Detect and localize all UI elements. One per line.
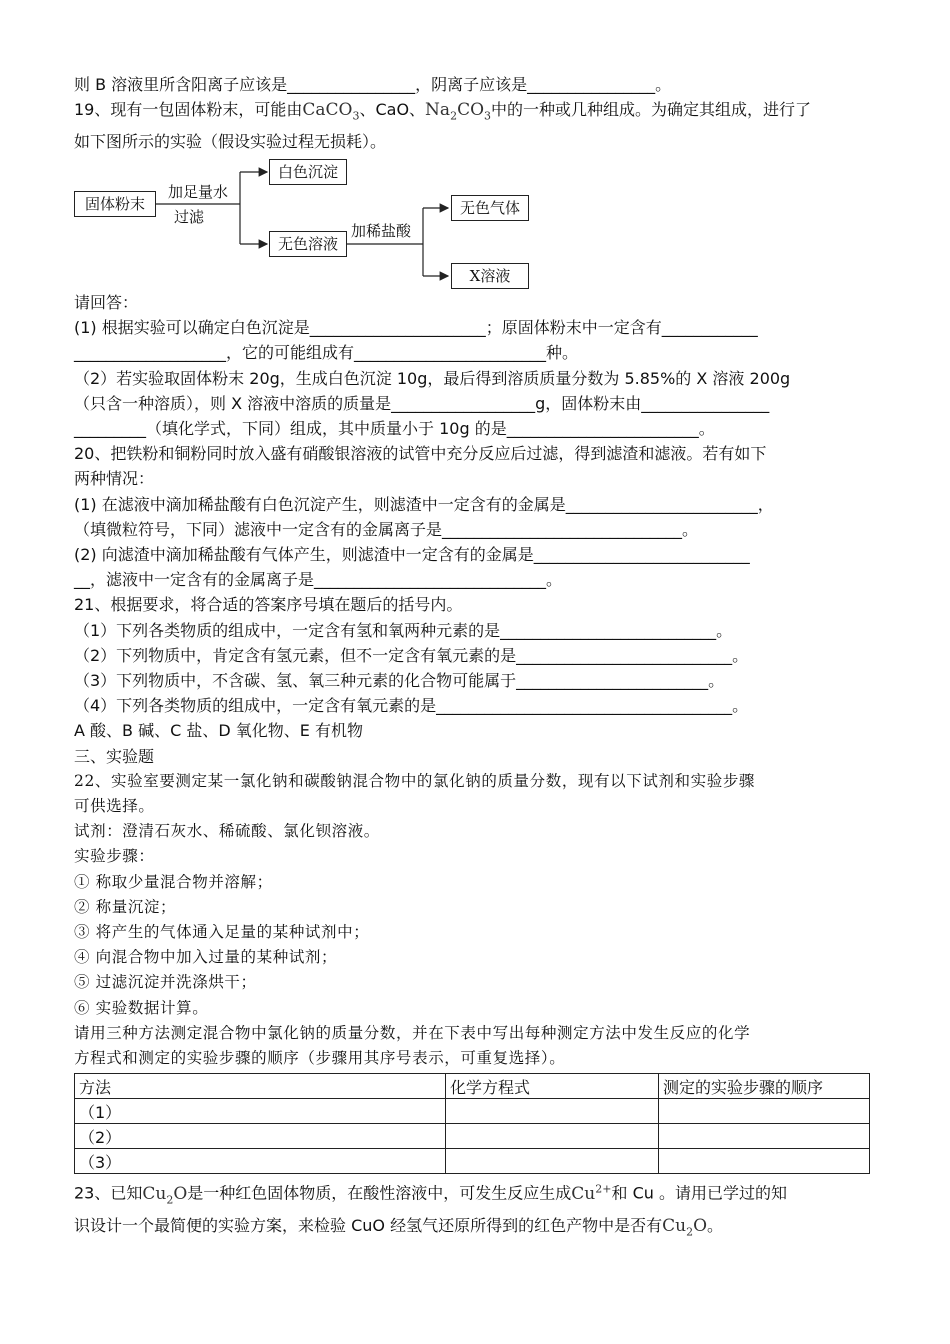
q22-step: ② 称量沉淀； xyxy=(74,897,177,916)
table-header-cell: 测定的实验步骤的顺序 xyxy=(659,1074,870,1099)
q20-part2-line1: (2) 向滤渣中滴加稀盐酸有气体产生，则滤渣中一定含有的金属是___________________________ xyxy=(74,545,750,565)
step2-label: 加稀盐酸 xyxy=(351,222,412,240)
table-header-row xyxy=(75,1074,870,1099)
q20-intro-line1: 20、把铁粉和铜粉同时放入盛有硝酸银溶液的试管中充分反应后过滤，得到滤渣和滤液。若有如下 xyxy=(74,444,767,464)
table-cell-steps[interactable] xyxy=(659,1124,870,1149)
q22-step: ① 称取少量混合物并溶解； xyxy=(74,872,273,891)
formula-cu2o: $Cu_2O$ xyxy=(142,1183,188,1207)
q22-reagents: 试剂：澄清石灰水、稀硫酸、氯化钡溶液。 xyxy=(74,822,380,841)
box-colorless-solution: 无色溶液 xyxy=(269,231,347,257)
q19-part1-line2: ___________________，它的可能组成有________________________种。 xyxy=(74,343,579,363)
q19-part2-line1: （2）若实验取固体粉末 20g，生成白色沉淀 10g，最后得到溶质质量分数为 5.85%的 X 溶液 200g xyxy=(74,368,791,388)
q21-intro: 21、根据要求，将合适的答案序号填在题后的括号内。 xyxy=(74,595,463,615)
box-x-solution: X溶液 xyxy=(451,263,529,289)
q22-instruction-line2: 方程式和测定的实验步骤的顺序（步骤用其序号表示，可重复选择）。 xyxy=(74,1049,566,1068)
q19-part2-line3: _________（填化学式，下同）组成，其中质量小于 10g 的是________________________。 xyxy=(74,419,715,439)
table-row xyxy=(75,1124,870,1149)
q19-intro-line2: 如下图所示的实验（假设实验过程无损耗）。 xyxy=(74,131,387,151)
q19-intro-line1: 19、现有一包固体粉末，可能由CaCO$_3$、CaO、$Na_2CO_3$中的一种或几种组成。为确定其组成，进行了 xyxy=(74,100,812,123)
q20-part2-line2: __，滤液中一定含有的金属离子是_____________________________。 xyxy=(74,570,563,590)
q19-part2-line2: （只含一种溶质），则 X 溶液中溶质的质量是__________________g，固体粉末由________________ xyxy=(74,393,770,413)
table-row xyxy=(75,1149,870,1174)
line-b-ions: 则 B 溶液里所含阳离子应该是________________，阴离子应该是________________。 xyxy=(74,75,672,94)
q21-options: A 酸、B 碱、C 盐、D 氧化物、E 有机物 xyxy=(74,721,363,741)
formula-cu2o: $Cu_2O$ xyxy=(662,1215,707,1238)
table-cell-method: （3） xyxy=(75,1149,446,1174)
q22-step: ⑥ 实验数据计算。 xyxy=(74,998,209,1017)
q20-part1-line2: （填微粒符号，下同）滤液中一定含有的金属离子是______________________________。 xyxy=(74,519,699,539)
worksheet-page xyxy=(74,72,880,1244)
table-cell-method: （1） xyxy=(75,1099,446,1124)
table-cell-steps[interactable] xyxy=(659,1149,870,1174)
table-cell-equation[interactable] xyxy=(446,1124,659,1149)
q21-part4: （4）下列各类物质的组成中，一定含有氧元素的是_____________________________________。 xyxy=(74,696,749,716)
q22-step: ⑤ 过滤沉淀并洗涤烘干； xyxy=(74,973,257,992)
table-cell-steps[interactable] xyxy=(659,1099,870,1124)
table-cell-equation[interactable] xyxy=(446,1099,659,1124)
q22-instruction-line1: 请用三种方法测定混合物中氯化钠的质量分数，并在下表中写出每种测定方法中发生反应的化学 xyxy=(74,1023,751,1042)
q23-line1: 23、已知$Cu_2O$是一种红色固体物质，在酸性溶液中，可发生反应生成$Cu^{2+}$和 Cu 。请用已学过的知 xyxy=(74,1182,787,1207)
q19-flow-diagram xyxy=(74,158,880,288)
q22-steps-title: 实验步骤： xyxy=(74,847,155,866)
formula-na2co3: $Na_2CO_3$ xyxy=(425,100,492,123)
q22-step: ④ 向混合物中加入过量的某种试剂； xyxy=(74,948,338,967)
table-row xyxy=(75,1099,870,1124)
q21-part2: （2）下列物质中，肯定含有氢元素，但不一定含有氧元素的是___________________________。 xyxy=(74,645,749,665)
q21-part1: （1）下列各类物质的组成中，一定含有氢和氧两种元素的是___________________________。 xyxy=(74,620,733,640)
table-header-cell: 方法 xyxy=(75,1074,446,1099)
q22-step: ③ 将产生的气体通入足量的某种试剂中； xyxy=(74,923,370,942)
q20-intro-line2: 两种情况： xyxy=(74,469,155,489)
q22-methods-table xyxy=(74,1073,870,1174)
table-cell-method: （2） xyxy=(75,1124,446,1149)
box-solid-powder: 固体粉末 xyxy=(74,191,156,217)
step1-label-bottom: 过滤 xyxy=(174,208,205,226)
q23-line2: 识设计一个最简便的实验方案，来检验 CuO 经氢气还原所得到的红色产物中是否有$Cu_2O$。 xyxy=(74,1215,724,1238)
table-header-cell: 化学方程式 xyxy=(446,1074,659,1099)
q20-part1-line1: (1) 在滤液中滴加稀盐酸有白色沉淀产生，则滤渣中一定含有的金属是________________________， xyxy=(74,494,774,514)
section-title-experiments: 三、实验题 xyxy=(74,746,155,766)
q22-intro-line1: 22、实验室要测定某一氯化钠和碳酸钠混合物中的氯化钠的质量分数，现有以下试剂和实验步骤 xyxy=(74,771,756,790)
box-white-precipitate: 白色沉淀 xyxy=(269,159,347,185)
formula-cu2plus: $Cu^{2+}$ xyxy=(571,1182,612,1204)
q21-part3: （3）下列物质中，不含碳、氢、氧三种元素的化合物可能属于________________________。 xyxy=(74,671,725,691)
step1-label-top: 加足量水 xyxy=(168,183,229,201)
box-colorless-gas: 无色气体 xyxy=(451,195,529,221)
formula-caco3: CaCO$_3$ xyxy=(302,100,360,123)
table-cell-equation[interactable] xyxy=(446,1149,659,1174)
q22-intro-line2: 可供选择。 xyxy=(74,797,155,816)
q19-please-answer: 请回答： xyxy=(74,293,139,312)
q19-part1-line1: (1) 根据实验可以确定白色沉淀是______________________；原固体粉末中一定含有____________ xyxy=(74,318,758,338)
